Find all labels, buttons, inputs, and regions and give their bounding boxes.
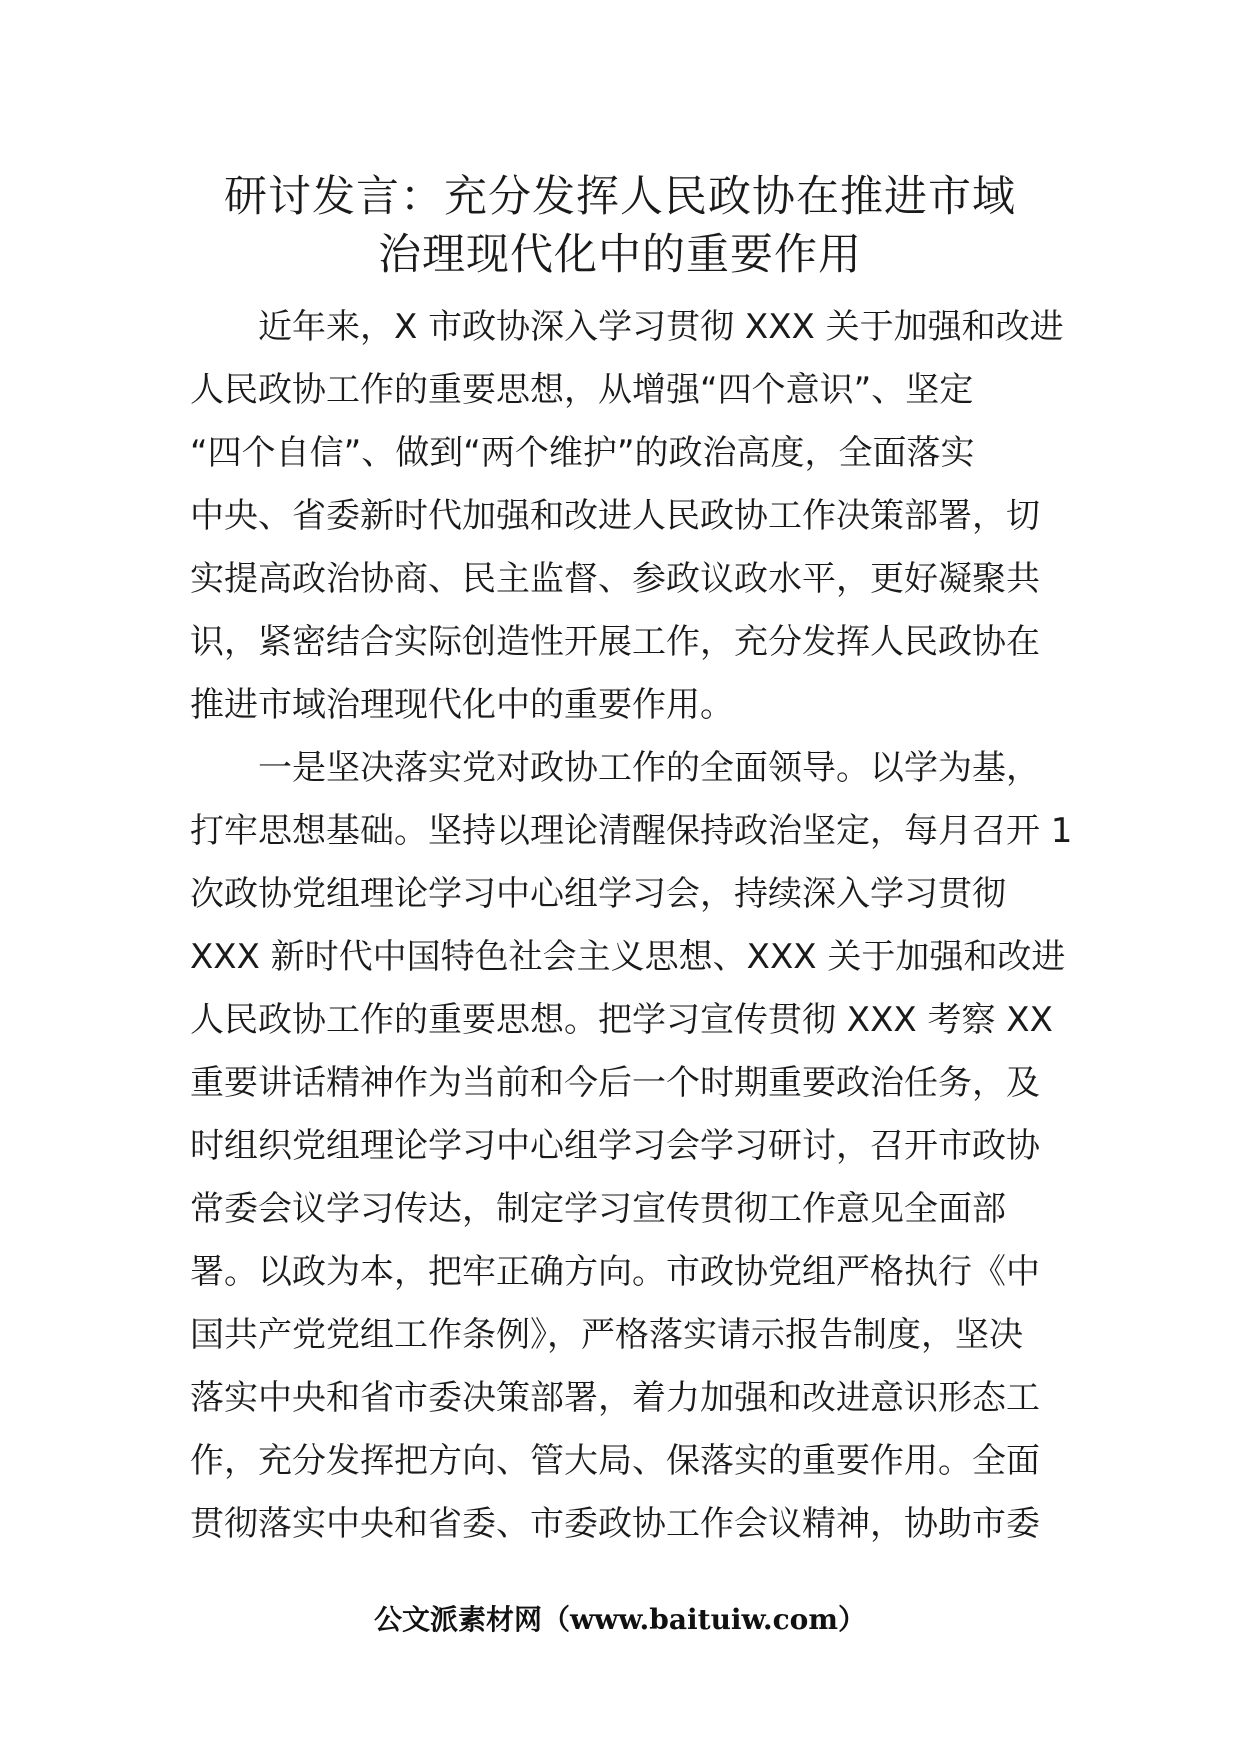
body-line: XXX 新时代中国特色社会主义思想、XXX 关于加强和改进 <box>190 937 1066 977</box>
body-line: 近年来，X 市政协深入学习贯彻 XXX 关于加强和改进 <box>190 307 1064 347</box>
body-line: 国共产党党组工作条例》，严格落实请示报告制度，坚决 <box>190 1315 1023 1355</box>
body-line: 落实中央和省市委决策部署，着力加强和改进意识形态工 <box>190 1378 1040 1418</box>
body-line: “四个自信”、做到“两个维护”的政治高度，全面落实 <box>190 433 975 473</box>
body-line: 识，紧密结合实际创造性开展工作，充分发挥人民政协在 <box>190 622 1040 662</box>
body-line: 贯彻落实中央和省委、市委政协工作会议精神，协助市委 <box>190 1504 1040 1544</box>
body-line: 次政协党组理论学习中心组学习会，持续深入学习贯彻 <box>190 874 1006 914</box>
title-line-2: 治理现代化中的重要作用 <box>378 230 862 280</box>
title-line-1: 研讨发言：充分发挥人民政协在推进市域 <box>224 172 1016 222</box>
body-line: 实提高政治协商、民主监督、参政议政水平，更好凝聚共 <box>190 559 1040 599</box>
body-line: 人民政协工作的重要思想。把学习宣传贯彻 XXX 考察 XX <box>190 1000 1053 1040</box>
body-line: 重要讲话精神作为当前和今后一个时期重要政治任务，及 <box>190 1063 1040 1103</box>
body-line: 作，充分发挥把方向、管大局、保落实的重要作用。全面 <box>190 1441 1040 1481</box>
body-line: 中央、省委新时代加强和改进人民政协工作决策部署，切 <box>190 496 1040 536</box>
body-line: 署。以政为本，把牢正确方向。市政协党组严格执行《中 <box>190 1252 1040 1292</box>
body-line: 推进市域治理现代化中的重要作用。 <box>190 685 734 725</box>
body-line: 人民政协工作的重要思想，从增强“四个意识”、坚定 <box>190 370 974 410</box>
body-line: 一是坚决落实党对政协工作的全面领导。以学为基， <box>190 748 1040 788</box>
page-footer-watermark: 公文派素材网（www.baituiw.com） <box>374 1603 866 1636</box>
body-line: 打牢思想基础。坚持以理论清醒保持政治坚定，每月召开 1 <box>190 811 1073 851</box>
body-line: 常委会议学习传达，制定学习宣传贯彻工作意见全面部 <box>190 1189 1006 1229</box>
document-body <box>190 296 1073 1556</box>
document-title <box>190 168 1050 284</box>
body-line: 时组织党组理论学习中心组学习会学习研讨，召开市政协 <box>190 1126 1040 1166</box>
